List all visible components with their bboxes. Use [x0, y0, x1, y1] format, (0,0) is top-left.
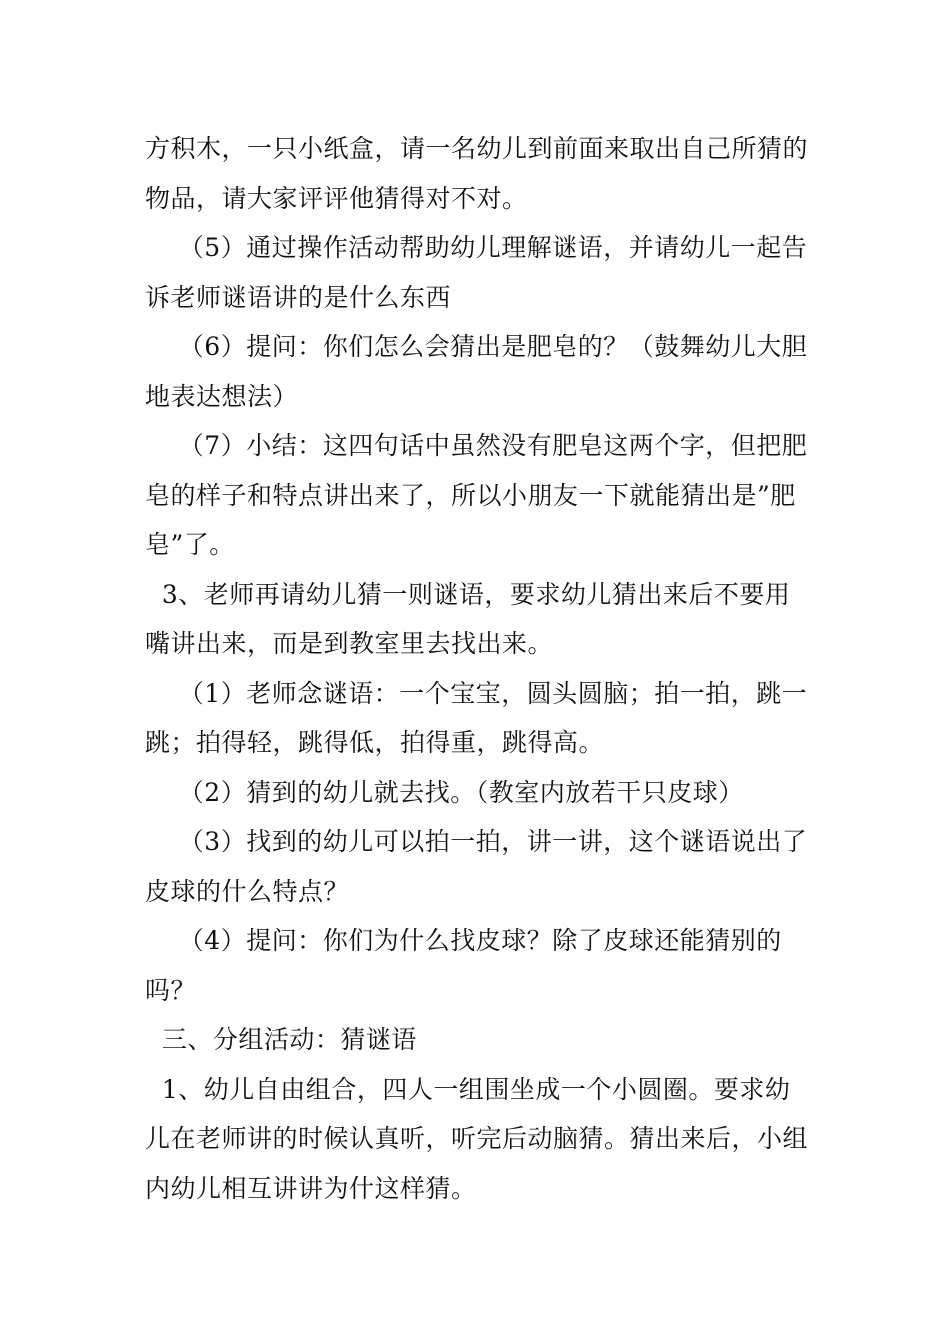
paragraph-10: 1、幼儿自由组合，四人一组围坐成一个小圆圈。要求幼儿在老师讲的时候认真听，听完后动脑猜。猜出来后，小组内幼儿相互讲讲为什这样猜。 — [145, 1074, 809, 1203]
paragraph-5: 3、老师再请幼儿猜一则谜语，要求幼儿猜出来后不要用嘴讲出来，而是到教室里去找出来。 — [145, 579, 791, 658]
paragraph-7: （2）猜到的幼儿就去找。（教室内放若干只皮球） — [145, 777, 744, 807]
paragraph-9: （4）提问：你们为什么找皮球？除了皮球还能猜别的吗？ — [145, 926, 782, 1005]
paragraph-8: （3）找到的幼儿可以拍一拍，讲一讲，这个谜语说出了皮球的什么特点？ — [145, 827, 808, 906]
paragraph-2: （5）通过操作活动帮助幼儿理解谜语，并请幼儿一起告诉老师谜语讲的是什么东西 — [145, 233, 808, 312]
document-body — [145, 124, 810, 1213]
paragraph-4: （7）小结：这四句话中虽然没有肥皂这两个字，但把肥皂的样子和特点讲出来了，所以小朋友一下就能猜出是”肥皂”了。 — [145, 431, 808, 559]
section-heading: 三、分组活动：猜谜语 — [145, 1025, 417, 1054]
paragraph-6: （1）老师念谜语：一个宝宝，圆头圆脑；拍一拍，跳一跳；拍得轻，跳得低，拍得重，跳得高。 — [145, 678, 808, 757]
paragraph-3: （6）提问：你们怎么会猜出是肥皂的？（鼓舞幼儿大胆地表达想法） — [145, 332, 808, 411]
paragraph-1: 方积木，一只小纸盒，请一名幼儿到前面来取出自己所猜的物品，请大家评评他猜得对不对。 — [145, 134, 809, 213]
